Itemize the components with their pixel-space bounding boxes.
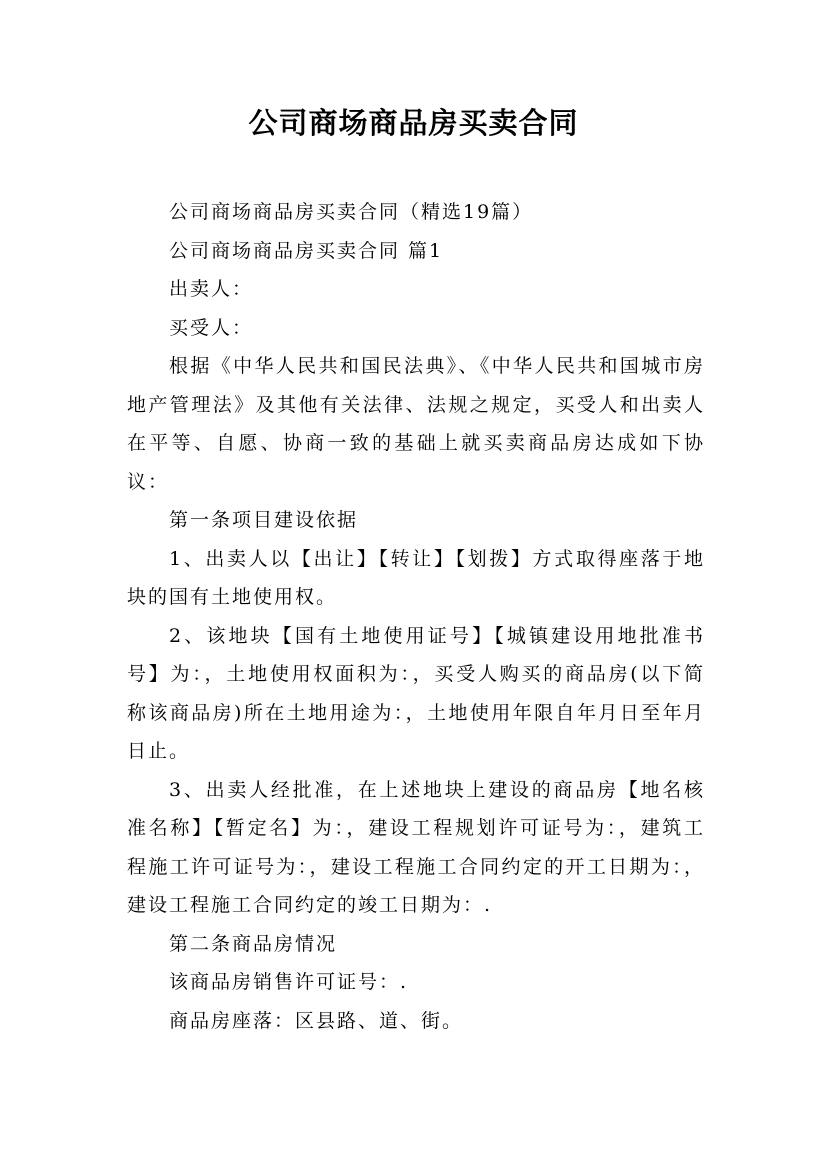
paragraph-article-1-item-2: 2、该地块【国有土地使用证号】【城镇建设用地批准书号】为：，土地使用权面积为：，买受人购买的商品房(以下简称该商品房)所在土地用途为：，土地使用年限自年月日至年月日止。 <box>127 624 705 762</box>
paragraph-article-2-heading: 第二条商品房情况 <box>169 932 338 955</box>
paragraph-buyer: 买受人： <box>169 316 254 339</box>
paragraph-subtitle: 公司商场商品房买卖合同（精选19篇） <box>169 201 534 223</box>
paragraph-sales-permit: 该商品房销售许可证号：. <box>169 971 409 993</box>
paragraph-article-1-item-3: 3、出卖人经批准，在上述地块上建设的商品房【地名核准名称】【暂定名】为：，建设工程规划许可证号为：，建筑工程施工许可证号为：，建设工程施工合同约定的开工日期为：，建设工程施工合同约定的竣工日期为：. <box>127 778 705 916</box>
paragraph-location: 商品房座落：区县路、道、街。 <box>169 1009 464 1032</box>
document-body <box>127 193 705 1040</box>
paragraph-article-1-item-1: 1、出卖人以【出让】【转让】【划拨】方式取得座落于地块的国有土地使用权。 <box>127 547 705 608</box>
paragraph-section-heading: 公司商场商品房买卖合同 篇1 <box>169 239 444 262</box>
document-title: 公司商场商品房买卖合同 <box>248 106 579 140</box>
paragraph-preamble: 根据《中华人民共和国民法典》、《中华人民共和国城市房地产管理法》及其他有关法律、法规之规定，买受人和出卖人在平等、自愿、协商一致的基础上就买卖商品房达成如下协议： <box>127 355 705 493</box>
paragraph-article-1-heading: 第一条项目建设依据 <box>169 509 359 531</box>
paragraph-seller: 出卖人： <box>169 278 254 300</box>
